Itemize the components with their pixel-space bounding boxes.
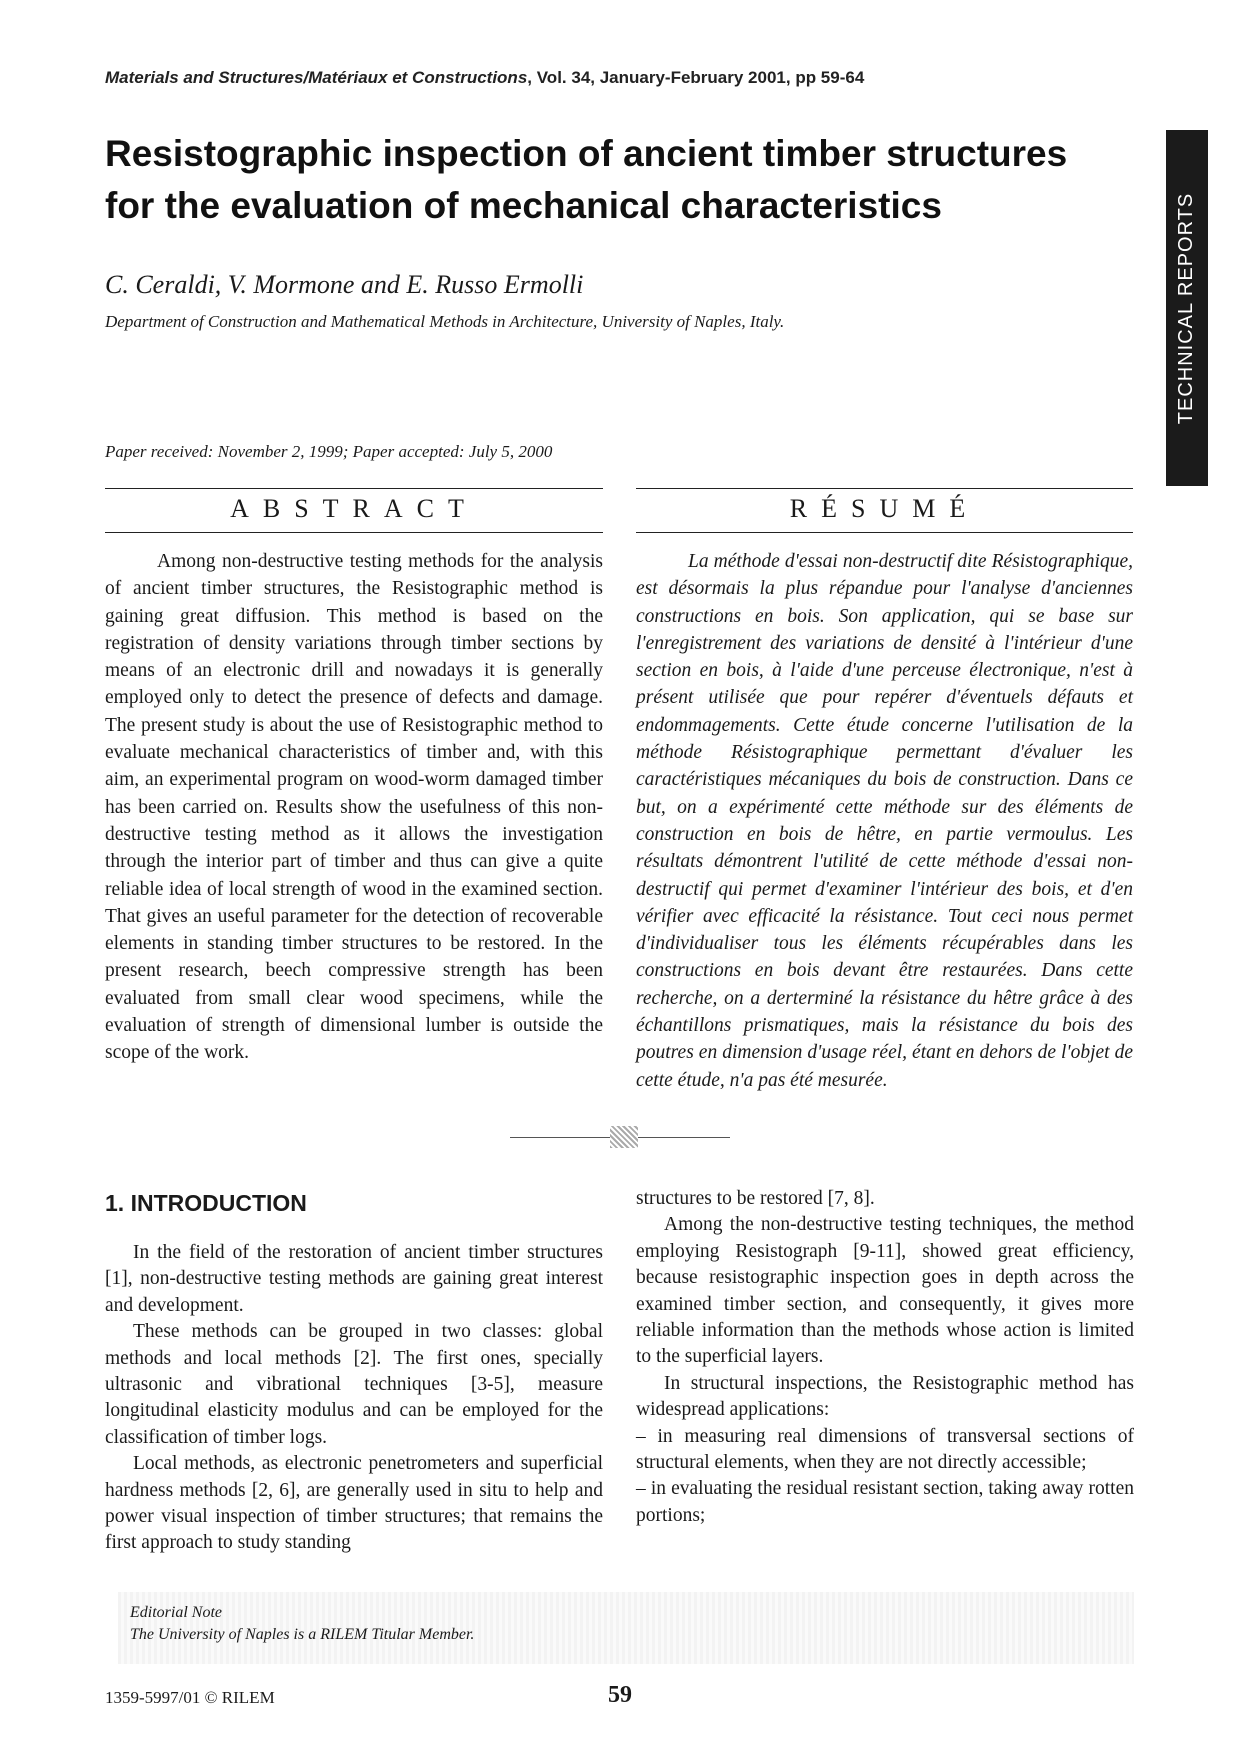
affiliation: Department of Construction and Mathematical Methods in Architecture, University of Naples, Italy. — [105, 312, 785, 331]
abstract-text: Among non-destructive testing methods for the analysis of ancient timber structures, the Resistographic method is gaining great diffusion. This method is based on the registration of density variations through timber sections by means of an electronic drill and nowadays it is generally employed only to detect the presence of defects and damage. The present study is about the use of Resistographic method to evaluate mechanical characteristics of timber and, with this aim, an experimental program on wood-worm damaged timber has been carried on. Results show the usefulness of this non-destructive testing method as it allows the investigation through the interior part of timber and thus can give a quite reliable idea of local strength of wood in the examined section. That gives an useful parameter for the detection of recoverable elements in standing timber structures to be restored. In the present research, beech compressive strength has been evaluated from small clear wood specimens, while the evaluation of strength of dimensional lumber is outside the scope of the work. — [105, 551, 603, 1064]
side-tab-label: TECHNICAL REPORTS — [1175, 192, 1198, 424]
separator-ornament-icon — [610, 1126, 638, 1148]
editorial-note-text: The University of Naples is a RILEM Titular Member. — [130, 1626, 475, 1643]
abstract-heading: ABSTRACT — [230, 494, 478, 523]
intro-right-column — [636, 1186, 1134, 1529]
list-item: – in measuring real dimensions of transversal sections of structural elements, when they are not directly accessible; — [636, 1425, 1134, 1474]
authors: C. Ceraldi, V. Mormone and E. Russo Ermolli — [105, 270, 584, 299]
resume-rule-top — [636, 488, 1133, 489]
abstract-rule-bottom — [105, 532, 603, 533]
journal-header — [105, 68, 864, 88]
list-item: – in evaluating the residual resistant section, taking away rotten portions; — [636, 1478, 1134, 1526]
editorial-note-label: Editorial Note — [130, 1604, 222, 1621]
intro-paragraph-continued: structures to be restored [7, 8]. — [636, 1188, 875, 1209]
journal-volume: , Vol. 34, January-February 2001, pp 59-64 — [527, 68, 865, 87]
received-dates: Paper received: November 2, 1999; Paper accepted: July 5, 2000 — [105, 442, 553, 461]
intro-left-column — [105, 1240, 603, 1557]
editorial-note — [118, 1592, 1134, 1664]
resume-heading: RÉSUMÉ — [789, 494, 980, 523]
separator-line-left — [510, 1137, 610, 1138]
intro-paragraph: In structural inspections, the Resistographic method has widespread applications: — [636, 1372, 1134, 1421]
paper-title: Resistographic inspection of ancient timber structures for the evaluation of mechanical characteristics — [105, 133, 1068, 226]
intro-paragraph: These methods can be grouped in two classes: global methods and local methods [2]. The first ones, specially ultrasonic and vibrational techniques [3-5], measure longitudinal elasticity modulus and can be employed for the classification of timber logs. — [105, 1321, 603, 1448]
intro-paragraph: In the field of the restoration of ancient timber structures [1], non-destructive testing methods are gaining great interest and development. — [105, 1242, 603, 1316]
separator-line-right — [638, 1137, 730, 1138]
issn-footer: 1359-5997/01 © RILEM — [105, 1688, 275, 1707]
resume-rule-bottom — [636, 532, 1133, 533]
intro-paragraph: Among the non-destructive testing techniques, the method employing Resistograph [9-11], showed great efficiency, because resistographic inspection goes in depth across the examined timber section, and consequently, it gives more reliable information than the methods whose action is limited to the superficial layers. — [636, 1214, 1134, 1368]
introduction-heading: 1. INTRODUCTION — [105, 1190, 307, 1216]
page-number: 59 — [608, 1682, 632, 1708]
intro-paragraph: Local methods, as electronic penetrometers and superficial hardness methods [2, 6], are generally used in situ to help and power visual inspection of timber structures; that remains the first approach to study standing — [105, 1453, 603, 1554]
journal-name: Materials and Structures/Matériaux et Constructions — [105, 68, 528, 87]
abstract-rule-top — [105, 488, 603, 489]
resume-text: La méthode d'essai non-destructif dite Résistographique, est désormais la plus répandue pour l'analyse d'anciennes constructions en bois. Son application, qui se base sur l'enregistrement des variations de densité à l'intérieur d'une section en bois, à l'aide d'une perceuse électronique, n'est à présent utilisée que pour repérer d'éventuels défauts et endommagements. Cette étude concerne l'utilisation de la méthode Résistographique permettant d'évaluer les caractéristiques mécaniques du bois de construction. Dans ce but, on a expérimenté cette méthode sur des éléments de construction en bois de hêtre, en partie vermoulus. Les résultats démontrent l'utilité de cette méthode d'essai non-destructif qui permet d'examiner l'intérieur des bois, et d'en vérifier avec efficacité la résistance. Tout ceci nous permet d'individualiser tous les éléments récupérables dans les constructions en bois devant être restaurées. Dans cette recherche, on a derterminé la résistance du hêtre grâce à des échantillons prismatiques, mais la résistance du bois des poutres en dimension d'usage réel, étant en dehors de l'objet de cette étude, n'a pas été mesurée. — [636, 551, 1133, 1091]
section-side-tab — [1166, 130, 1208, 486]
